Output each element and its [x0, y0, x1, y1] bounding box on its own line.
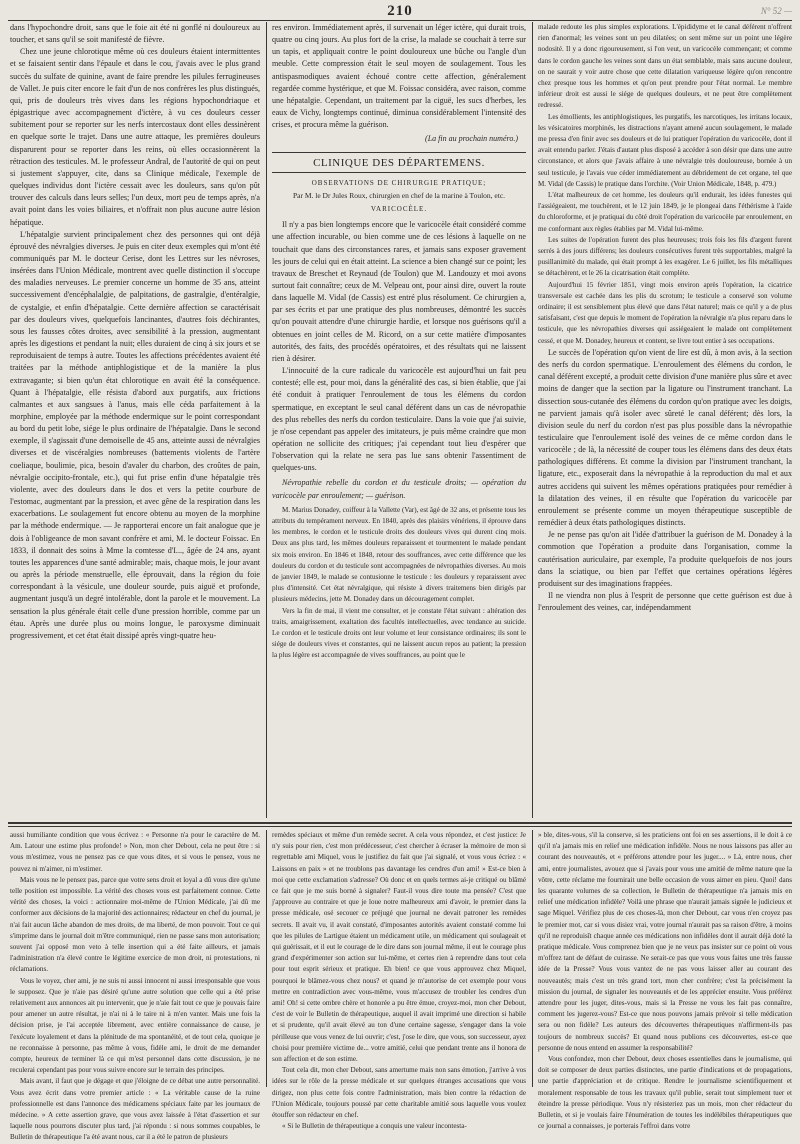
paragraph: Les suites de l'opération furent des plus heureuses; trois fois les fils d'argent furent serrés à des jours différens; les douleurs consécutives furent très supportables, malgré la pusillanimité du malade, qui était prompt à les exagérer. Le 6 juillet, les fils métalliques se détachèrent, et le 26 la cicatrisation était complète.: [538, 235, 792, 278]
paragraph: Mais avant, il faut que je dégage et que j'éloigne de ce débat une autre personnalité. Vous avez écrit dans votre premier article : « La véritable cause de la ruine professionnelle est dans l'annonce des médicamens spéciaux faite par les journaux de médecine. » A cette assertion grave, que vous avez laissée à l'état d'assertion et sur laquelle nous pourrons discuter plus tard, j'ai répondu : si nous sommes coupables, le Bulletin de thérapeutique l'a été avant nous, car il a été le patron de plusieurs: [10, 1077, 260, 1142]
section-rule: [8, 822, 792, 824]
paragraph: Aujourd'hui 15 février 1851, vingt mois environ après l'opération, la cicatrice transversale est cachée dans les plis du scrotum; le testicule a conservé son volume ordinaire; il est sensiblement plus élevé que dans l'état naturel; mais ce qu'il y a de plus satisfaisant, c'est que depuis le moment de l'opération la névralgie n'a plus reparu dans le testicule, que les névropathies diverses qui assiégeaient le malade ont complètement cessé, et que M. Donadey, heureux et content, se livre tout entier à ses occupations.: [538, 280, 792, 345]
column-divider: [532, 830, 533, 1087]
section-subhead: OBSERVATIONS DE CHIRURGIE PRATIQUE;: [311, 178, 487, 187]
paragraph: dans l'hypochondre droit, sans que le foie ait été ni gonflé ni douloureux au toucher, et sans qu'il se soit manifesté de fièvre.: [10, 23, 260, 45]
paragraph: Mais vous ne le pensez pas, parce que votre sens droit et loyal a dû vous dire qu'une telle position est impossible. La vérité des choses vous est parfaitement connue. Cette vérité des choses, la voici : actionnaire moi-même de l'Union Médicale, j'ai dû me conformer aux décisions de la majorité des actionnaires; rédacteur en chef du journal, je n'ai fait aucun lâche abandon de mes droits, de ma liberté, de mon pouvoir. Tout ce qui s'imprime dans le journal doit m'être communiqué, rien ne passe sans mon autorisation; souvent j'ai opposé mon veto à telle insertion qui a été faite ailleurs, et jamais l'administration n'a élevé contre le légitime exercice de mon droit, ni protestations, ni réclamations.: [10, 875, 260, 974]
lower-column-2: [272, 830, 526, 1131]
paragraph: Vers la fin de mai, il vient me consulter, et je constate l'état suivant : altération des traits, amaigrissement, exaltation des facultés intellectuelles, avec tendance au suicide. Le cordon et le testicule droits ont leur volume et leur consistance ordinaires; ils sont le siége de douleurs vives et constantes, qui ne laissent aucun repos au patient; la pression la plus légère est accompagnée de vives souffrances, au point que le: [272, 606, 526, 660]
paragraph: M. Marius Donadey, coiffeur à la Vallette (Var), est âgé de 32 ans, et présente tous les attributs du tempérament nerveux. En 1840, après des plaisirs vénériens, il éprouve dans les membres, le cordon et le testicule droits des douleurs vives qui durent cinq mois. Deux ans plus tard, les mêmes douleurs reparaissent et tourmentent le malade pendant six mois environ. En 1846 et 1848, retour des souffrances, avec cette différence que les douleurs du cordon et du testicule sont accompagnées de névropathies diverses. Au mois de janvier 1849, le malade se contusionne le testicule : les douleurs y reparaissent avec plus d'intensité. Cet état névralgique, qui résiste à divers traitemens bien dirigés par plusieurs médecins, jette M. Donadey dans un découragement complet.: [272, 505, 526, 604]
paragraph: res environ. Immédiatement après, il survenait un léger ictère, qui durait trois, quatre ou cinq jours. Au plus fort de la crise, la malade se couchait à terre sur un tapis, et appliquait contre le point douloureux une bûche ou l'angle d'un meuble. Cette compression était le seul moyen de soulagement. Tous les antispasmodiques avaient échoué contre cette affection, généralement regardée comme hystérique, et que M. Foissac considéra, avec raison, comme une hépatalgie. Cependant, un traitement par la ciguë, les sucs d'herbes, les eaux de Vichy, longtemps continué, diminua considérablement l'intensité des crises, et procura même la guérison.: [272, 23, 526, 130]
column-divider: [266, 22, 267, 818]
header-rule: [8, 20, 792, 21]
paragraph: « Si le Bulletin de thérapeutique a conquis une valeur incontesta-: [282, 1122, 467, 1131]
running-head: N° 52 —: [760, 6, 792, 16]
paragraph: Vous confondez, mon cher Debout, deux choses essentielles dans le journalisme, qui doit se composer de deux parties distinctes, une partie d'indications et de propagations, une partie d'appréciation et de critique. Rendre le journalisme scientifiquement et moralement responsable de tous les travaux qu'il publie, serait tout simplement tuer et éteindre la presse périodique. Vous n'y résisteriez pas un mois, mon cher rédacteur du Bulletin, et si je voulais faire l'énumération de toutes les indélébiles thérapeutiques que ce journal a connaisses, je porterais l'effroi dans votre: [538, 1055, 792, 1131]
paragraph: L'innocuité de la cure radicale du varicocèle est aujourd'hui un fait peu contesté; elle est, pour moi, dans la généralité des cas, si bien établie, que j'ai été conduit à pratiquer l'enroulement de tous les élémens du cordon spermatique, en exceptant le seul canal déférent dans un cas de névropathie des plus rebelles des nerfs du cordon testiculaire. Dans la voie que j'ai suivie, je n'ose cependant pas appeler des imitateurs, je puis même craindre que mon opération ne sollicite des critiques; j'ai cependant tout lieu d'espérer que l'observation qui la relate ne sera pas lue sans obtenir l'assentiment de quelques-uns.: [272, 366, 526, 473]
paragraph: Chez une jeune chlorotique même où ces douleurs étaient intermittentes et se faisaient sentir dans l'épaule et dans le cou, j'avais avec le plus grand succès du sulfate de quinine, avant de faire prendre les pilules ferrugineuses de Vallet. Je puis citer encore le fait d'un de nos confrères les plus distingués, qui, pris de douleurs très vives dans les régions hypochondriaque et épigastrique avec accompagnement d'ictère, à vu ces douleurs cesser subitement pour se reporter sur les nerfs intercostaux dont elles dessinèrent en quelque sorte le trajet. Dans une autre attaque, les premières douleurs disparurent pour se reporter dans les reins, où elles occasionnèrent la rétraction des testicules. M. le professeur Andral, de l'autorité de qui on peut si justement s'appuyer, cite, dans sa Clinique médicale, l'exemple de quelques individus dont l'ictère cessait avec les douleurs, sans qu'on pût trouver des calculs dans leurs selles; l'un deux, mort peu de temps après, n'a avait point dans les voies biliaires, et n'offrait non plus aucune autre lésion hépatique.: [10, 47, 260, 227]
article-subject: VARICOCÈLE.: [370, 205, 428, 214]
paragraph: » ble, dites-vous, s'il la conserve, si les praticiens ont foi en ses assertions, il le doit à ce qu'il n'a jamais mis en relief une médication infidèle. Nous ne nous laissons pas aller au courant des nouveautés, et « préférons attendre pour les juger.... » Là, entre nous, cher ami, entre journalistes, avouez que si j'avais pour vous une amitié de même nature que la vôtre, cette réclame me fournirait une belle occasion de vous aimer en pieu. Quoi! dans les quarante volumes de sa collection, le Bulletin de thérapeutique n'a jamais mis en relief une médication infidèle? Voilà une phrase que n'aurait jamais signée le judicieux et sage Miquel. Vérifiez plus de ces choses-là, mon cher Debout, car vous n'en croyez pas le premier mot, car si vous disiez vrai, votre journal n'aurait pas sa raison d'être, à moins qu'il ne reproduisît chaque année ces médications non infidèles dont il aurait déjà doté la pratique médicale. Vous comprenez bien que je ne veux pas insister sur ce point où vous m'offrez tant de défaut de cuirasse. Ne serait-ce pas que vous vous faites une très fausse idée de la Presse? Vous vous vantez de ne pas vous laisser aller au courant des nouveautés; mais c'est un très grand tort, mon cher confrère; c'est la précisément la mission du journal, de signaler les nouveautés et de les apprécier ensuite. Vous préférez attendre pour les juger, dites-vous, mais si la Presse ne vous les fait pas connaître, comment les jugerez-vous? Est-ce que nous pouvons jamais prévoir si telle médication sera ou non fidèle? Les auteurs des découvertes thérapeutiques n'affirment-ils pas toujours de nombreux succès? Et quand nous publions ces découvertes, est-ce que personne de nous entend en assumer la responsabilité?: [538, 831, 792, 1052]
paragraph: L'état malheureux de cet homme, les douleurs qu'il endurait, les idées funestes qui l'assiégeaient, me touchèrent, et le 12 juin 1849, je le plongeai dans l'éthérisme à l'aide du chloroforme, et je pratiquai du côté droit l'opération du varicocèle par enroulement, en me conformant aux règles établies par M. Vidal lui-même.: [538, 191, 792, 233]
case-title: Névropathie rebelle du cordon et du testicule droits; — opération du varicocèle par enroulement; — guérison.: [272, 478, 526, 500]
paragraph: Les émollients, les antiphlogistiques, les purgatifs, les narcotiques, les irritans locaux, les vésicatoires morphinés, les distractions n'ayant amené aucun soulagement, le malade me pressa d'en finir avec ses douleurs et de lui pratiquer l'opération du varicocèle, dont il avait entendu parler. J'étais d'autant plus disposé à accéder à son désir que dans une autre circonstance, et alors que j'avais affaire à une névralgie très douloureuse, bornée à un seul testicule, je l'avais vue céder immédiatement au débridement de cet organe, tel que M. Vidal (de Cassis) le pratique dans l'orchite. (Voir Union Médicale, 1848, p. 479.): [538, 112, 792, 188]
upper-column-3: [538, 22, 792, 818]
upper-column-1: [10, 22, 260, 818]
paragraph: Le succès de l'opération qu'on vient de lire est dû, à mon avis, à la section des nerfs du cordon spermatique. L'enroulement des élémens du cordon, le canal déférent excepté, a produit cette division d'une manière plus sûre et avec moins de danger que la section par la ligature ou l'instrument tranchant. La dissection sous-cutanée des élémens du cordon qu'on pratique avec les doigts, ne parvient jamais qu'à isoler avec sûreté le canal déférent; dès lors, la division seule du nerf du cordon n'est pas plus possible dans la névropathie testiculaire que l'enroulement isolé des veines de ce même cordon dans le varicocèle ; de là, la nécessité de couper tous les élémens dans des deux états pathologiques différens. Et comme la division par l'instrument tranchant, la ligature, etc., exposerait dans la névropathie à la reproduction du mal et aux autres accidens qui suivent les mêmes opérations pratiquées pour remédier à la dilatation des veines, il en résulte que l'opération du varicocèle par enroulement se présente comme un moyen thérapeutique susceptible de remédier à deux états pathologiques distincts.: [538, 347, 792, 528]
continuation-note: (La fin au prochain numéro.): [425, 134, 518, 144]
column-divider: [266, 830, 267, 1087]
paragraph: aussi humiliante condition que vous écrivez : « Personne n'a pour le caractère de M. Am. Latour une estime plus profonde! » Non, mon cher Debout, cela ne peut être : si vous m'estimez, vous ne pensez pas ce que vous dites, et si vous le pensez, vous ne pouvez ni m'aimer, ni m'estimer.: [10, 831, 260, 873]
lower-column-1: [10, 830, 260, 1142]
paragraph: Il ne viendra non plus à l'esprit de personne que cette guérison est due à l'enroulement des veines, car, indépendamment: [538, 591, 792, 613]
column-divider: [532, 22, 533, 818]
lower-column-3: [538, 830, 792, 1131]
paragraph: remèdes spéciaux et même d'un remède secret. A cela vous répondez, et c'est justice: Je n'y suis pour rien, c'est mon prédécesseur, c'est chercher à écraser la mémoire de mon si regrettable ami Miquel, vous le justifiez du fait que j'ai signalé, et vous vous écriez : « Laissons en paix » et ne troublons pas davantage les cendres d'un ami! » Est-ce bien à moi que cette exclamation s'adresse? Où donc et en quels termes ai-je critiqué ou blâmé ce fait que je me suis borné à signaler? Faut-il vous dire toute ma pensée? C'est que j'approuve au contraire et que je loue notre malheureux ami d'avoir, le premier dans la presse médicale, osé secouer ce préjugé que journal ne devait patroner les remèdes secrets. Il avait vu, il avait constaté, d'imposantes autorités avaient constaté comme lui que les pilules de Lartigue étaient un médicament utile, un médicament qui soulageait et qui guérissait, et il eut le courage de le dire dans son journal même, il eut le courage plus grand d'expérimenter son action sur lui-même, et certes rien à reprendre dans tout cela pour tout esprit sérieux et pratique. Eh bien! ce que vous approuvez chez Miquel, pourquoi le blâmez-vous chez nous? et quand je m'autorise de cet exemple pour vous mettre en contradiction avec vous-même, vous m'accusez de troubler les cendres d'un ami! Oh! si cette ombre chère et honorée a pu être émue, croyez-moi, mon cher Debout, c'est de voir le Bulletin de thérapeutique, auquel il avait imprimé une direction si habile et si prudente, qu'il avait élevé au ton d'une certaine sagesse, s'engager dans la voie périlleuse que vous venez de lui ouvrir; c'est, j'ose le dire, que vous, son successeur, ayez choisi pour première victime de... votre amitié, celui que pendant trente ans il honora de son affection et de son estime.: [272, 831, 526, 1064]
section-rule: [8, 826, 792, 827]
paragraph: Tout cela dit, mon cher Debout, sans amertume mais non sans émotion, j'arrive à vos idées sur le rôle de la presse médicale et sur quelques étranges accusations que vous dirigez, non plus cette fois contre l'administration, mais bien contre la rédaction de l'Union Médicale, toujours poussé par cette charitable amitié sous laquelle vous voulez étouffer son rédacteur en chef.: [272, 1066, 526, 1120]
paragraph: Vous le voyez, cher ami, je ne suis ni aussi innocent ni aussi irresponsable que vous le supposez. Que je n'aie pas désiré qu'une autre solution que celle qui a été prise relativement aux annonces ait pu intervenir, que je n'aie fait tout ce que je pouvais faire pour amener un autre résultat, je n'ai ni à le taire ni à m'en vanter. Mais une fois la décision prise, je l'ai acceptée librement, avec entière connaissance de cause, je l'exécute loyalement et dans la plénitude de ma spontanéité, et de tout cela, quoique je ne reconnaisse à personne, pas même à vous, fidèle ami, le droit de me demander compte, heureux de terminer là ce qui m'est personnel dans cette discussion, je ne reculerai cependant pas pour vous suivre encore sur le terrain des principes.: [10, 976, 260, 1075]
paragraph: malade redoute les plus simples explorations. L'épididyme et le canal déférent n'offrent rien d'anormal; les veines sont un peu dilatées; on sent même sur un point une légère nodosité. Il y a donc rigoureusement, si l'on veut, un varicocèle commençant; et comme dans le cordon gauche les veines sont dans un état semblable, mais sans aucune douleur, on ne saurait y voir autre chose que cette dilatation variqueuse légère qu'on rencontre chez presque tous les hommes et qu'on peut prendre pour l'état normal. Le membre inférieur droit est aussi le siége de quelques douleurs, et ne peut être complètement redressé.: [538, 23, 792, 110]
paragraph: L'hépatalgie survient principalement chez des personnes qui ont déjà éprouvé des névralgies diverses. Je puis en citer deux exemples qui m'ont été communiqués par M. le docteur Cerise, dont les Lettres sur les névroses, insérées dans l'Union Médicale, montrent avec quelle distinction il s'occupe des maladies nerveuses. Le premier concerne un homme de 35 ans, atteint successivement d'encéphalalgie, de palpitations, de gastralgie, d'entéralgie, de cystalgie, et enfin d'hépatalgie. Cette dernière affection se caractérisait par des douleurs vives, quelquefois lancinantes, d'autres fois déchirantes, sous les fausses côtes droites, avec sensibilité à la pression, augmentant après les digestions et pendant la nuit; elles duraient de cinq à six jours et se reproduisaient de temps à autre. Toutes les affections précédentes avaient été traitées par la méthode antiphlogistique et de la manière la plus extravagante; si bien qu'un état chlorotique en avait été la conséquence. Quant à l'hépatalgie, elle résista d'abord aux purgatifs, aux frictions calmantes et aux sangsues à l'anus, mais elle céda parfaitement à la morphine, employée par la méthode endermique sur le point correspondant au bord du petit lobe, siége le plus ordinaire de l'hépatalgie. Dans le second exemple, il s'agissait d'une demoiselle de 45 ans, atteinte aussi de névralgies diverses et de viscéralgies nombreuses (battements violents de l'artère coeliaque, boulimie, pica, besoin d'avaler du charbon, des croûtes de pain, névralgie occipito-frontale, etc.), qui fut prise enfin d'une hépatalgie très violente, avec des douleurs dans le dos et vers la petite courbure de l'estomac, augmentant par la pression, et avec gêne de la respiration dans les exacerbations. Le soulagement fut encore obtenu au moyen de la morphine par la méthode endermique. — Je rapporterai encore un fait analogue que je dois à l'obligeance de mon savant confrère et ami, M. le docteur Foissac. En 1833, il donnait des soins à Mme la comtesse d'I..., âgée de 24 ans, ayant toutes les apparences d'une santé admirable; mais, chaque mois, le jour avant ou après la période menstruelle, elle éprouvait, dans la région du foie correspondant à la vésicule, une douleur sourde, puis aiguë et profonde, augmentant jusqu'à un degré intolérable, dont la parole et le mouvement. La sensation la plus générale était celle d'une pression horrible, comme par un étau. Après une durée plus ou moins longue, le paroxysme diminuait progressivement, et cet état était dissipé après vingt-quatre heu-: [10, 229, 260, 640]
paragraph: Il n'y a pas bien longtemps encore que le varicocèle était considéré comme une affection incurable, ou bien comme une de ces lésions à laquelle on ne touchait que dans des circonstances rares, et jamais sans exposer gravement les jours de celui qui en était atteint. La science a bien changé sur ce point; les travaux de Breschet et Reynaud (de Toulon) que M. Landouzy et moi avons surtout fait connaître; ceux de M. Velpeau ont, pour ainsi dire, ouvert la route dans laquelle M. Vidal (de Cassis) est entré plus résolument. Ce chirurgien a, par ses écrits et par une pratique des plus nombreuses, démontré les succès qu'on pouvait attendre d'une chirurgie hardie, et lorsque nos guérisons qu'il a obtenues en joint celles de M. Ricord, on a sur cette matière d'imposantes autorités, des faits, des procédés opératoires, et des résultats qui ne laissent rien à désirer.: [272, 220, 526, 363]
page-number: 210: [387, 3, 413, 19]
paragraph: Je ne pense pas qu'on ait l'idée d'attribuer la guérison de M. Donadey à la commotion que l'opération a produite dans l'organisation, comme la cautérisation auriculaire, par exemple, l'a produite quelquefois de nos jours dans la sciatique, ou bien par l'effet que certaines opérations légères produisent sur des imaginations frappées.: [538, 530, 792, 588]
article-byline: Par M. le Dr Jules Roux, chirurgien en chef de la marine à Toulon, etc.: [292, 190, 506, 200]
section-banner: CLINIQUE DES DÉPARTEMENS.: [272, 152, 526, 173]
upper-column-2: [272, 22, 526, 818]
